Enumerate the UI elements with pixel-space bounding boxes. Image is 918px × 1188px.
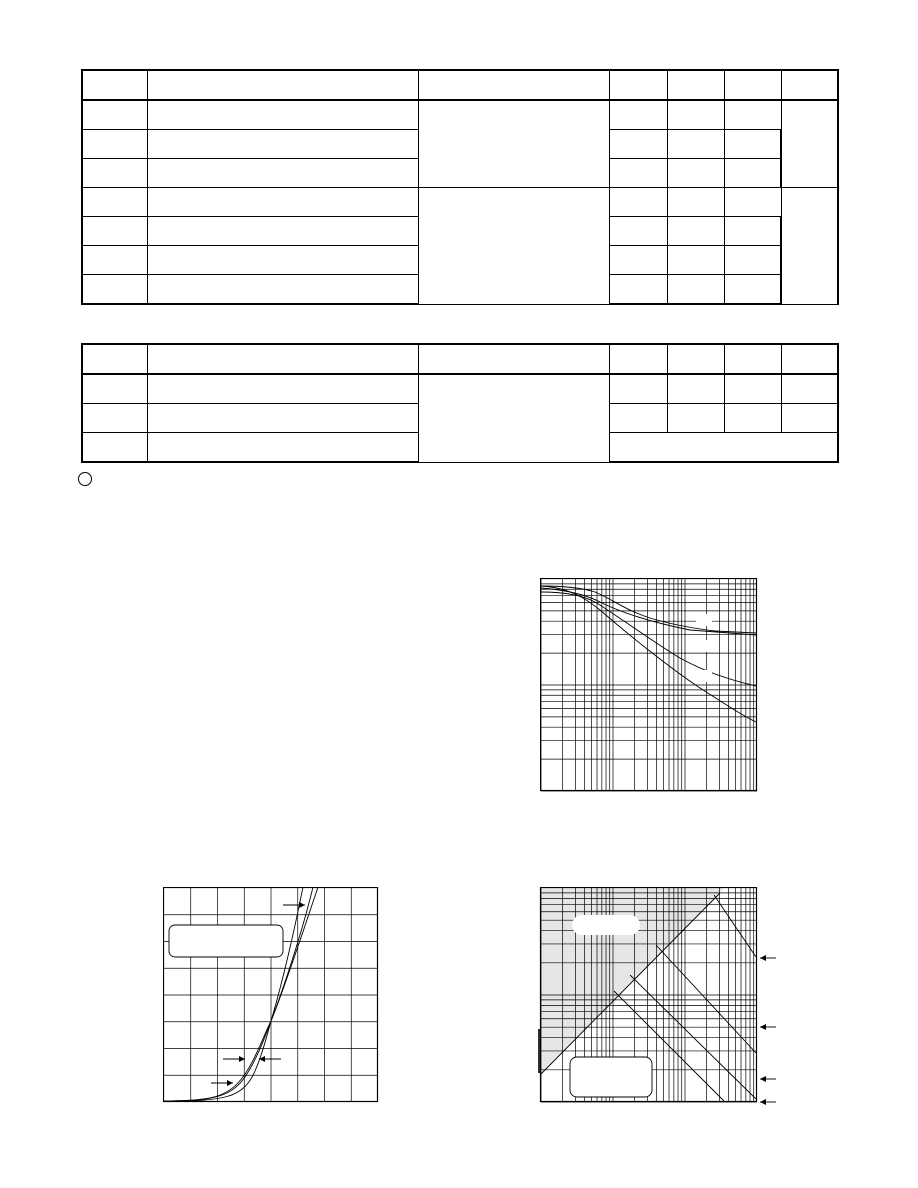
legend-box: [169, 925, 283, 957]
pointer-arrow-head: [760, 1024, 766, 1030]
pointer-arrow-head: [299, 902, 305, 908]
graph-frame: [164, 888, 378, 1102]
table-header-row: [82, 344, 838, 374]
header-cell-parameter: [147, 70, 418, 100]
header-cell-unit: [781, 70, 838, 100]
table-row: [82, 100, 838, 130]
header-cell-typ: [667, 70, 724, 100]
legend-box: [570, 1057, 652, 1097]
header-cell-min: [609, 70, 667, 100]
pointer-arrow-head: [760, 1076, 766, 1082]
table-header-row: [82, 70, 838, 100]
header-cell-symbol: [82, 70, 147, 100]
electrical-characteristics-table: [81, 69, 839, 305]
pointer-arrow-head: [760, 1099, 766, 1105]
header-cell-max: [724, 70, 781, 100]
curve-label-box: [696, 614, 712, 626]
curve-middle: [541, 592, 756, 686]
top-right-log-graph: [540, 578, 758, 792]
graph-frame: [541, 579, 757, 791]
table-row: [82, 374, 838, 404]
bottom-left-transfer-graph: [163, 887, 379, 1103]
header-cell-conditions: [418, 70, 609, 100]
curve-label-box: [696, 640, 712, 652]
pointer-arrow-head: [760, 955, 766, 961]
curve-a: [163, 887, 318, 1101]
bottom-right-safe-operating-area: [538, 887, 778, 1105]
graph-grid: [164, 888, 378, 1102]
note-circle-symbol: [78, 472, 92, 486]
graph-grid: [541, 579, 757, 791]
pointer-arrow-head: [259, 1056, 265, 1062]
table-row: [82, 188, 838, 217]
curve-c: [163, 887, 303, 1101]
curve-label-box: [696, 670, 712, 682]
curve-b: [163, 887, 313, 1101]
label-box-top: [572, 915, 640, 935]
pointer-arrow-head: [227, 1080, 233, 1086]
thermal-characteristics-table: [81, 343, 839, 463]
